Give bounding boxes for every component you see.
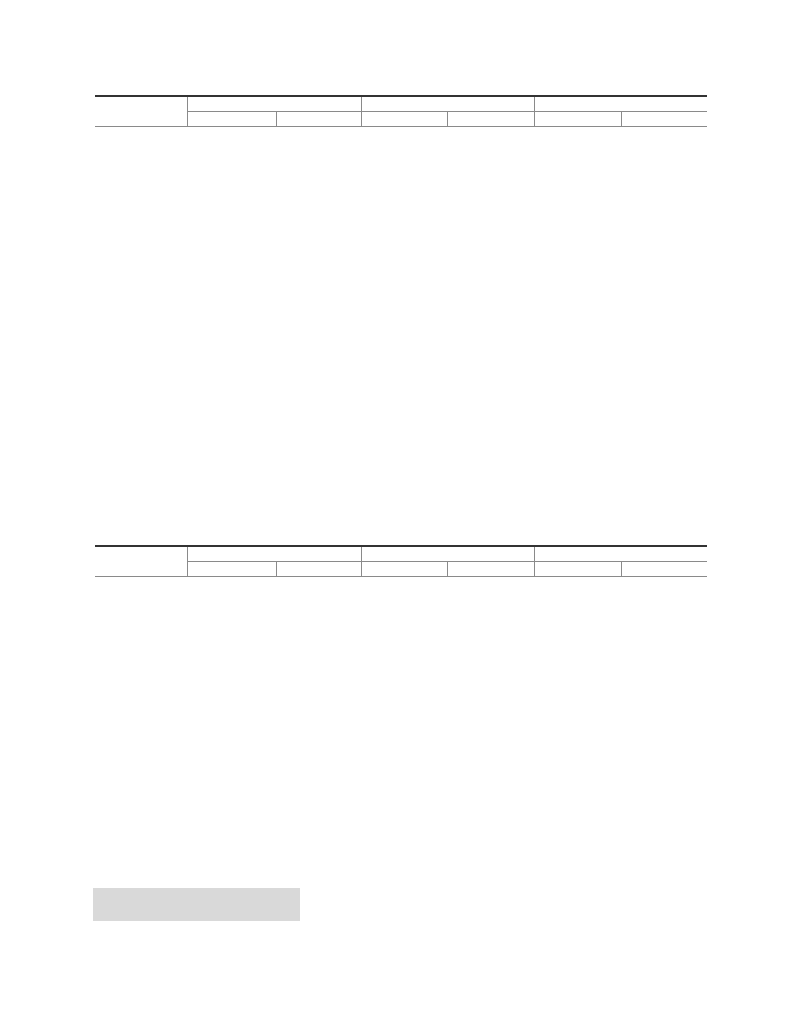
province-header [95, 546, 187, 576]
science-header [361, 111, 447, 126]
admission-score-table-continued [95, 545, 707, 577]
university-title-highlight [93, 888, 300, 921]
year-2016-header [534, 96, 707, 111]
table-header [95, 96, 707, 127]
arts-header [621, 111, 707, 126]
province-header [95, 96, 187, 127]
year-2017-header [361, 546, 534, 561]
year-2017-header [361, 96, 534, 111]
arts-header [276, 561, 361, 576]
science-header [187, 111, 276, 126]
table-header [95, 546, 707, 576]
year-2018-header [187, 96, 361, 111]
science-header [534, 111, 621, 126]
year-2016-header [534, 546, 707, 561]
arts-header [447, 561, 534, 576]
arts-header [621, 561, 707, 576]
science-header [187, 561, 276, 576]
science-header [361, 561, 447, 576]
arts-header [447, 111, 534, 126]
science-header [534, 561, 621, 576]
admission-score-table [95, 95, 707, 127]
arts-header [276, 111, 361, 126]
year-2018-header [187, 546, 361, 561]
